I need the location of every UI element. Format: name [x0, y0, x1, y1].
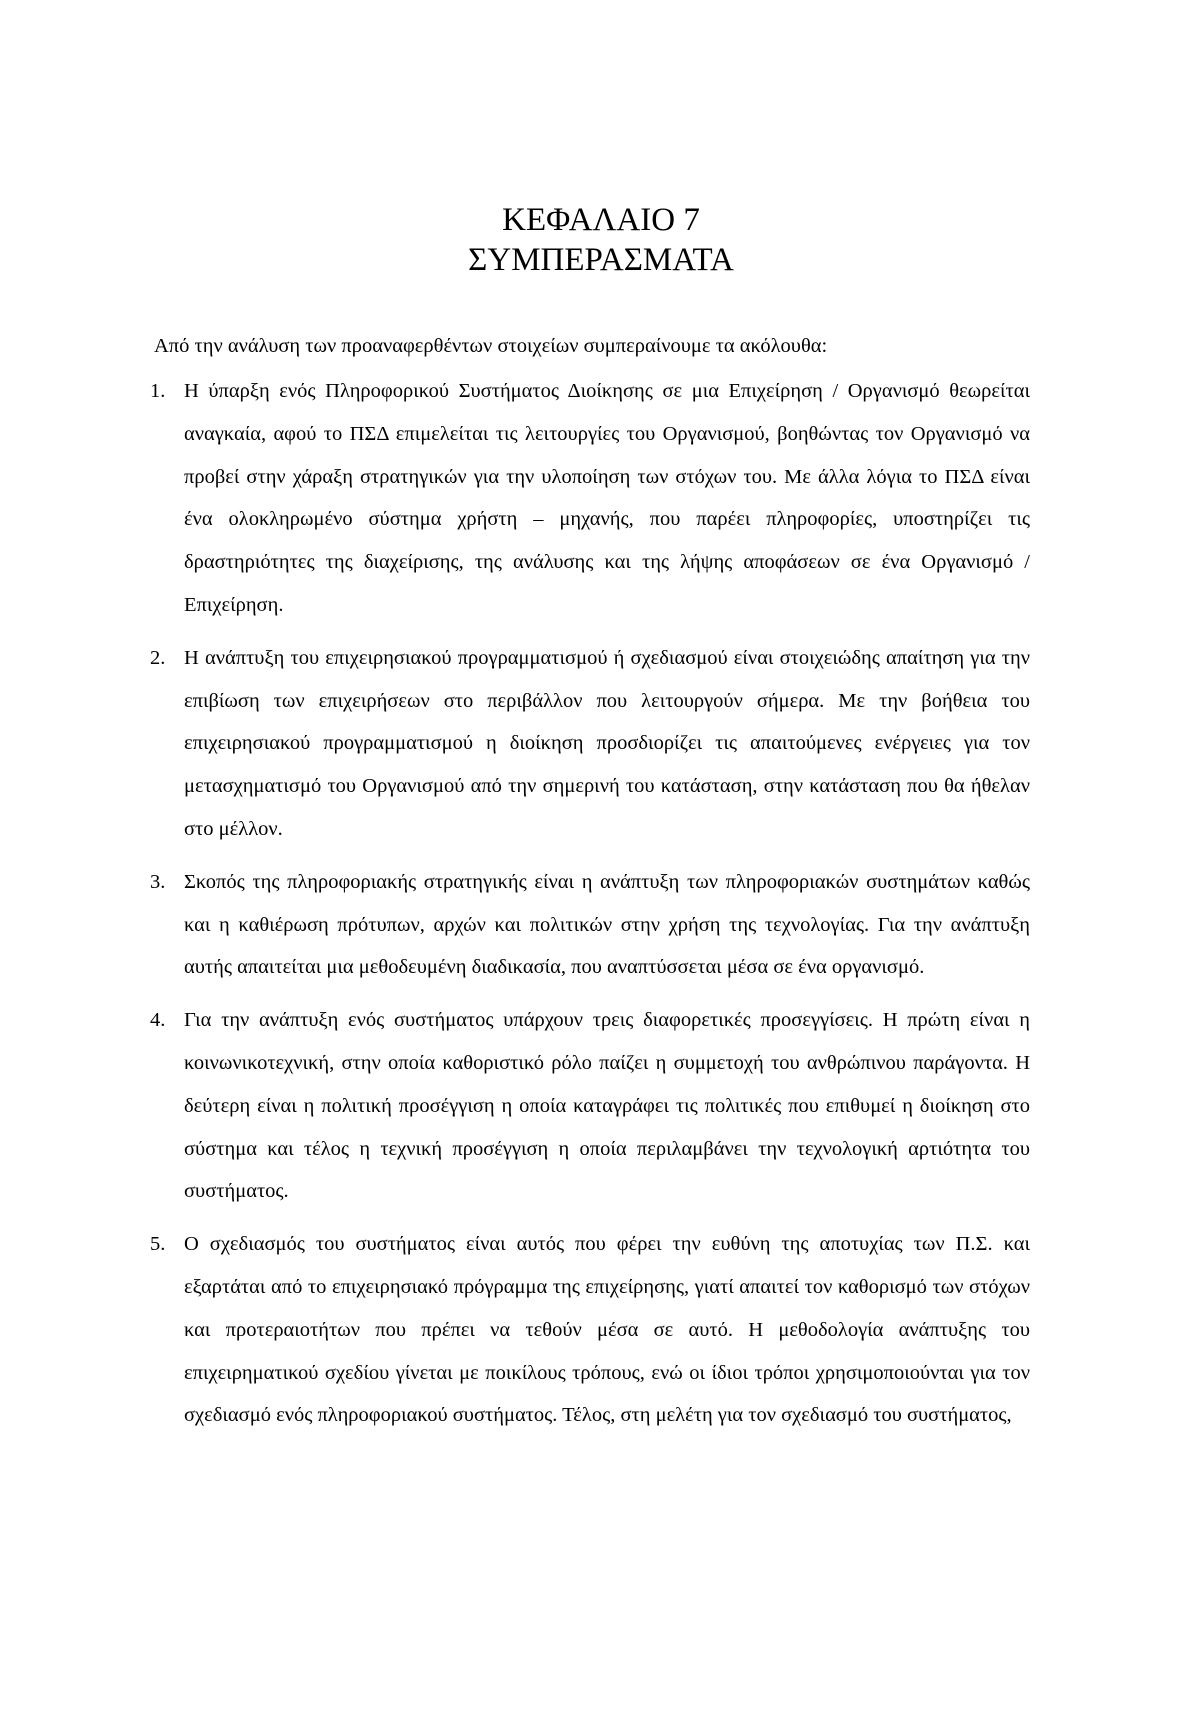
chapter-number: ΚΕΦΑΛΑΙΟ 7 — [502, 202, 700, 238]
list-item-number: 1. — [150, 380, 166, 402]
intro-paragraph: Από την ανάλυση των προαναφερθέντων στοιχείων συμπεραίνουμε τα ακόλουθα: — [154, 335, 828, 357]
list-item — [150, 861, 1030, 989]
conclusions-list — [150, 370, 1030, 1447]
list-item-text: Για την ανάπτυξη ενός συστήματος υπάρχουν τρεις διαφορετικές προσεγγίσεις. Η πρώτη είναι η κοινωνικοτεχνική, στην οποία καθοριστικό ρόλο παίζει η συμμετοχή του ανθρώπινου παράγοντα. Η δεύτερη είναι η πολιτική προσέγγιση η οποία καταγράφει τις πολιτικές που επιθυμεί η διοίκηση στο σύστημα και τέλος η τεχνική προσέγγιση η οποία περιλαμβάνει την τεχνολογική αρτιότητα του συστήματος. — [184, 1009, 1030, 1203]
list-item-number: 4. — [150, 1009, 166, 1032]
list-item — [150, 1223, 1030, 1437]
list-item-text: Η ανάπτυξη του επιχειρησιακού προγραμματισμού ή σχεδιασμού είναι στοιχειώδης απαίτηση για την επιβίωση των επιχειρήσεων στο περιβάλλον που λειτουργούν σήμερα. Με την βοήθεια του επιχειρησιακού προγραμματισμού η διοίκηση προσδιορίζει τις απαιτούμενες ενέργειες για τον μετασχηματισμό του Οργανισμού από την σημερινή του κατάσταση, στην κατάσταση που θα ήθελαν στο μέλλον. — [184, 646, 1030, 840]
list-item-text: Σκοπός της πληροφοριακής στρατηγικής είναι η ανάπτυξη των πληροφοριακών συστημάτων καθώς και η καθιέρωση πρότυπων, αρχών και πολιτικών στην χρήση της τεχνολογίας. Για την ανάπτυξη αυτής απαιτείται μια μεθοδευμένη διαδικασία, που αναπτύσσεται μέσα σε ένα οργανισμό. — [184, 870, 1030, 979]
list-item-text: Ο σχεδιασμός του συστήματος είναι αυτός που φέρει την ευθύνη της αποτυχίας των Π.Σ. και εξαρτάται από το επιχειρησιακό πρόγραμμα της επιχείρησης, γιατί απαιτεί τον καθορισμό των στόχων και προτεραιοτήτων που πρέπει να τεθούν μέσα σε αυτό. Η μεθοδολογία ανάπτυξης του επιχειρηματικού σχεδίου γίνεται με ποικίλους τρόπους, ενώ οι ίδιοι τρόποι χρησιμοποιούνται για τον σχεδιασμό ενός πληροφοριακού συστήματος. Τέλος, στη μελέτη για τον σχεδιασμό του συστήματος, — [184, 1233, 1030, 1427]
list-item-number: 5. — [150, 1233, 166, 1256]
list-item-number: 2. — [150, 646, 166, 669]
list-item — [150, 999, 1030, 1213]
chapter-heading — [0, 200, 1202, 280]
list-item-text: Η ύπαρξη ενός Πληροφορικού Συστήματος Διοίκησης σε μια Επιχείρηση / Οργανισμό θεωρείται αναγκαία, αφού το ΠΣΔ επιμελείται τις λειτουργίες του Οργανισμού, βοηθώντας τον Οργανισμό να προβεί στην χάραξη στρατηγικών για την υλοποίηση των στόχων του. Με άλλα λόγια το ΠΣΔ είναι ένα ολοκληρωμένο σύστημα χρήστη – μηχανής, που παρέει πληροφορίες, υποστηρίζει τις δραστηριότητες της διαχείρισης, της ανάλυσης και της λήψης αποφάσεων σε ένα Οργανισμό / Επιχείρηση. — [184, 380, 1030, 616]
list-item — [150, 637, 1030, 851]
list-item — [150, 370, 1030, 627]
list-item-number: 3. — [150, 870, 166, 893]
chapter-title: ΣΥΜΠΕΡΑΣΜΑΤΑ — [468, 242, 734, 278]
